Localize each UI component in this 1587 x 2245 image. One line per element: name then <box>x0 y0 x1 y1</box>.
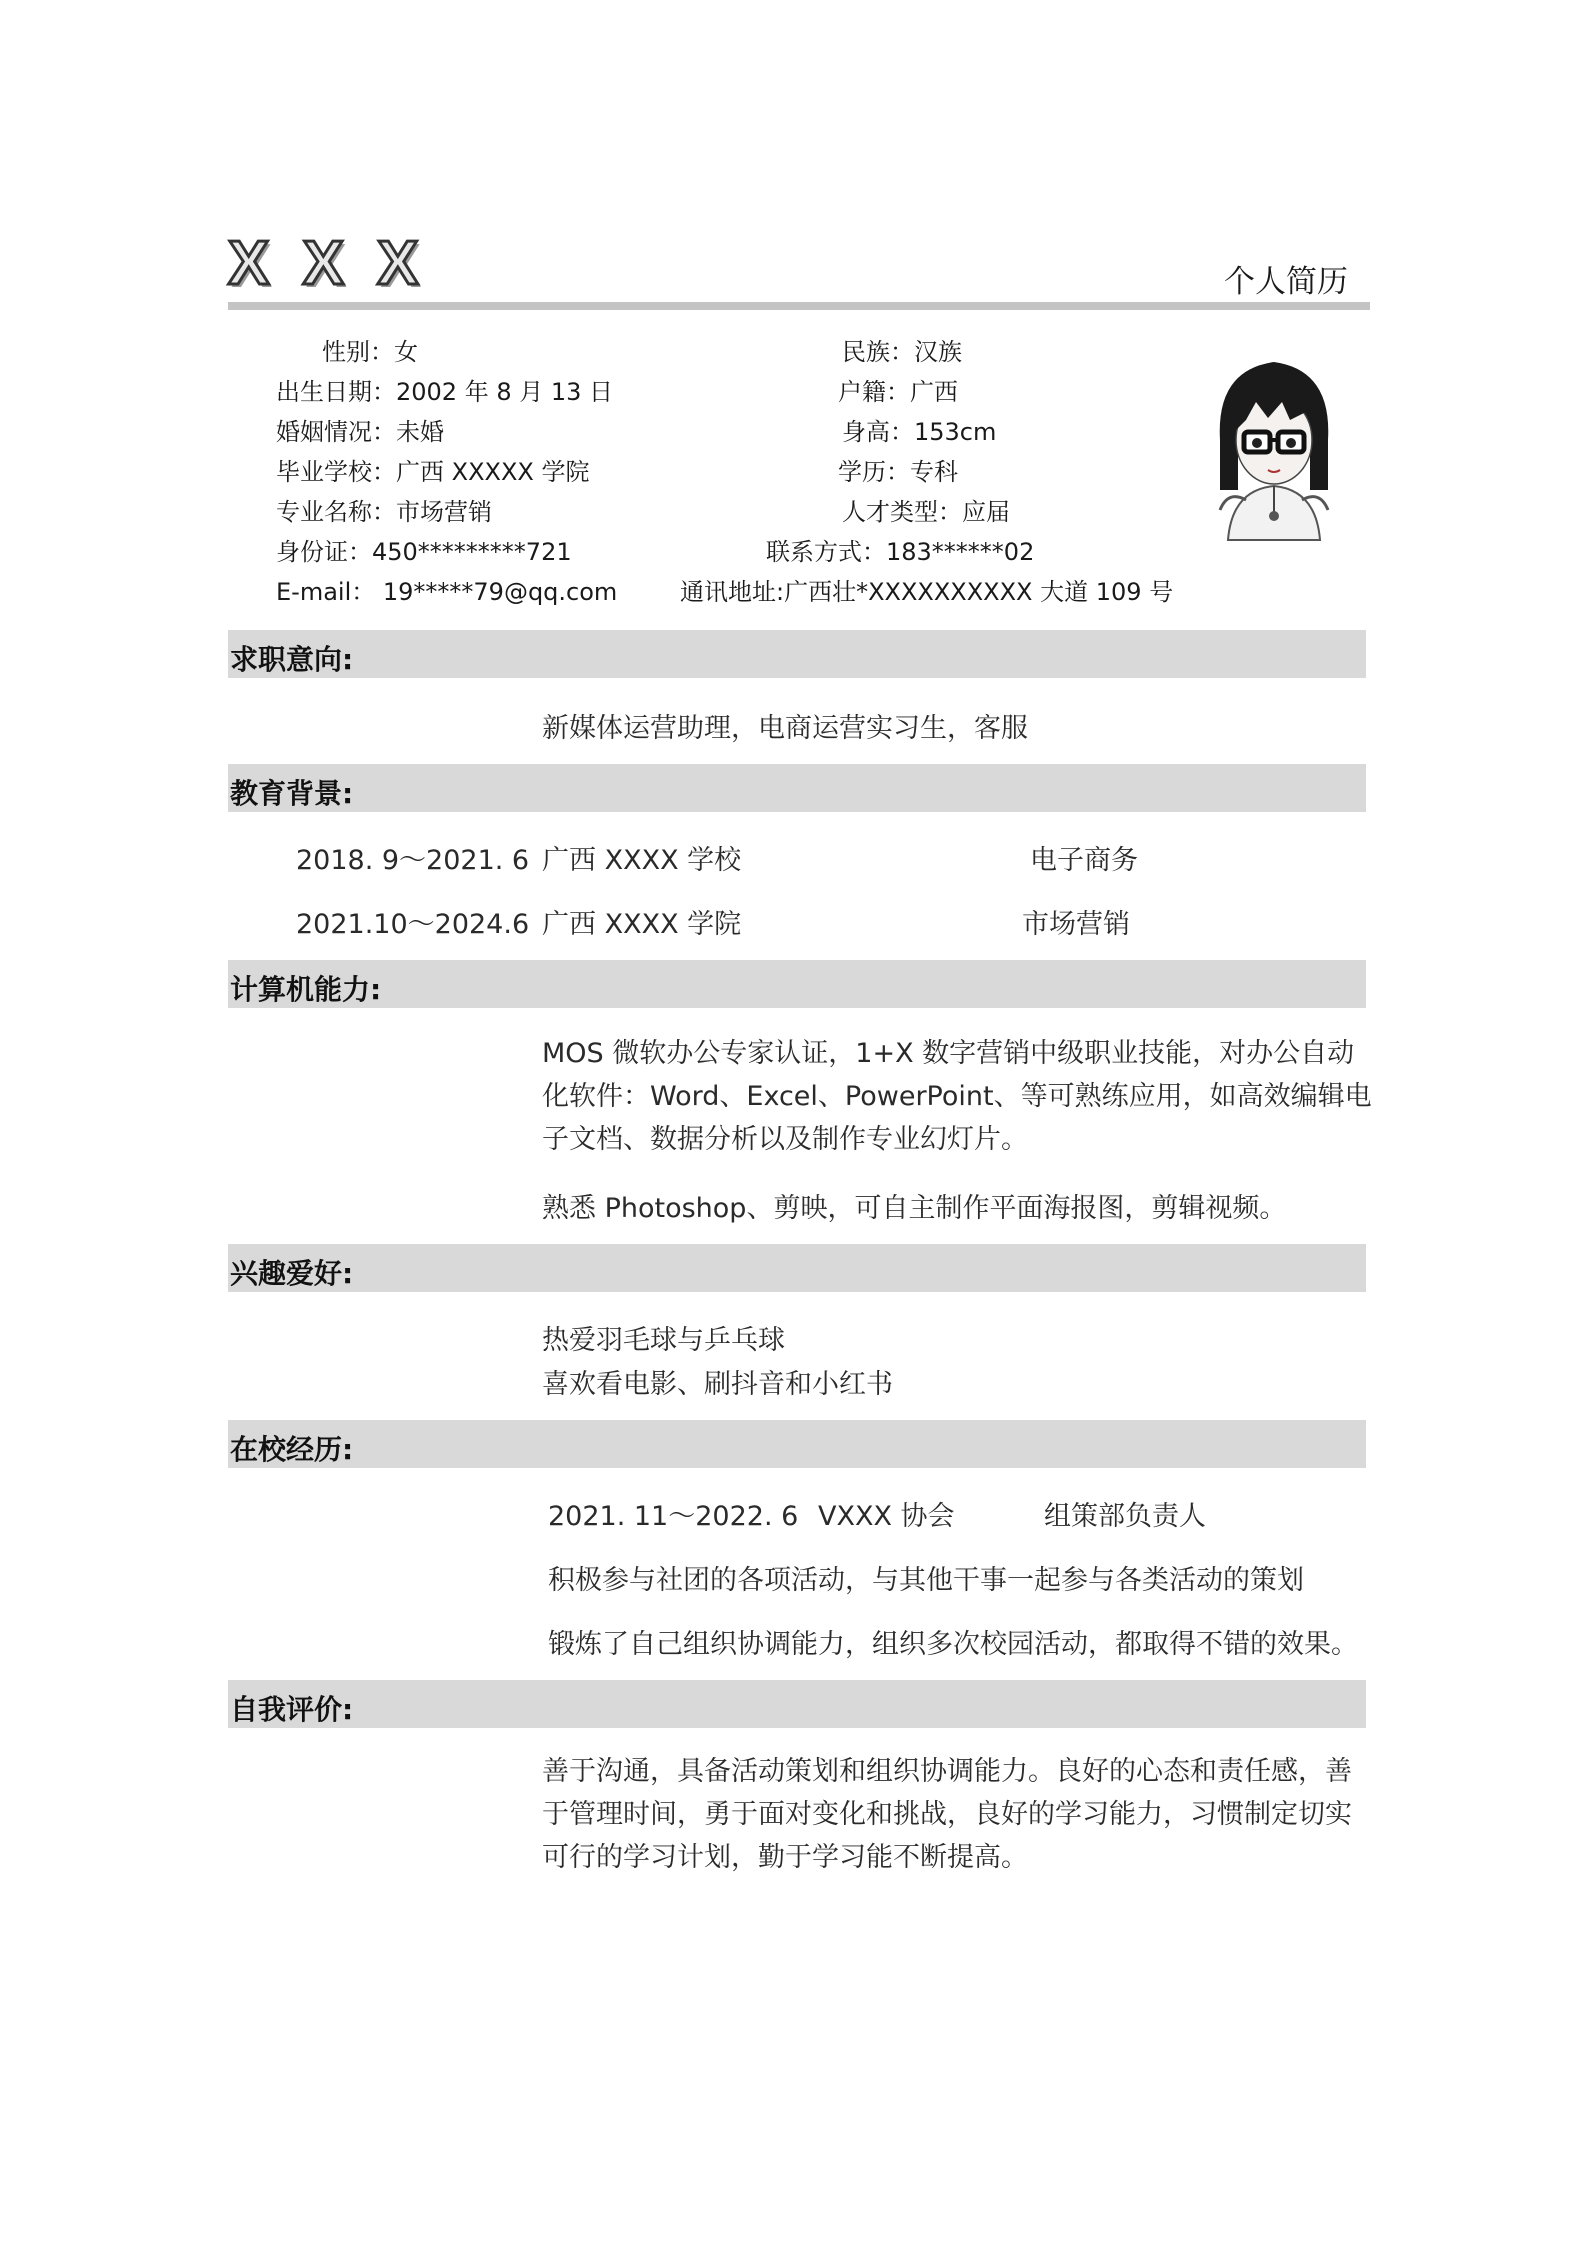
campus-role: 组策部负责人 <box>1044 1501 1206 1532</box>
section-objective <box>228 630 1366 678</box>
birth-date-field: 出生日期：2002 年 8 月 13 日 <box>276 378 614 406</box>
education-major: 电子商务 <box>1030 845 1138 876</box>
talent-type-field: 人才类型：应届 <box>842 498 1010 526</box>
education-major: 市场营销 <box>1022 909 1130 940</box>
document-type-label: 个人简历 <box>1224 264 1348 300</box>
section-campus-experience <box>228 1420 1366 1468</box>
marital-status-field: 婚姻情况：未婚 <box>276 418 444 446</box>
hobby-item: 喜欢看电影、刷抖音和小红书 <box>542 1369 893 1400</box>
height-field: 身高：153cm <box>842 418 997 446</box>
section-hobbies <box>228 1244 1366 1292</box>
section-title: 求职意向: <box>230 643 354 676</box>
education-school: 广西 XXXX 学院 <box>542 909 742 940</box>
computer-skills-software: 熟悉 Photoshop、剪映，可自主制作平面海报图，剪辑视频。 <box>542 1193 1287 1224</box>
contact-field: 联系方式：183******02 <box>766 538 1035 566</box>
profile-photo <box>1198 340 1350 544</box>
major-field: 专业名称：市场营销 <box>276 498 492 526</box>
gender-field: 性别：女 <box>322 338 418 366</box>
objective-text: 新媒体运营助理，电商运营实习生，客服 <box>542 713 1028 744</box>
section-self-evaluation <box>228 1680 1366 1728</box>
section-education <box>228 764 1366 812</box>
resume-name: X X X <box>228 229 427 298</box>
section-title: 在校经历: <box>230 1433 354 1466</box>
email-field: E-mail： 19*****79@qq.com <box>276 578 618 606</box>
education-school: 广西 XXXX 学校 <box>542 845 742 876</box>
campus-organization: VXXX 协会 <box>818 1501 955 1532</box>
education-period: 2018. 9～2021. 6 <box>296 845 530 876</box>
graduation-school-field: 毕业学校：广西 XXXXX 学院 <box>276 458 590 486</box>
campus-description: 锻炼了自己组织协调能力，组织多次校园活动，都取得不错的效果。 <box>548 1629 1358 1660</box>
education-period: 2021.10～2024.6 <box>296 909 530 940</box>
computer-skills-paragraph: MOS 微软办公专家认证，1+X 数字营销中级职业技能，对办公自动化软件：Word、Excel、PowerPoint、等可熟练应用，如高效编辑电子文档、数据分析以及制作专业幻灯片。 <box>542 1038 1372 1155</box>
self-evaluation-text: 善于沟通，具备活动策划和组织协调能力。良好的心态和责任感，善于管理时间，勇于面对变化和挑战，良好的学习能力，习惯制定切实可行的学习计划，勤于学习能不断提高。 <box>542 1756 1352 1873</box>
section-title: 教育背景: <box>230 777 354 810</box>
section-title: 自我评价: <box>230 1693 354 1726</box>
hobby-item: 热爱羽毛球与乒乓球 <box>542 1325 785 1356</box>
ethnicity-field: 民族：汉族 <box>842 338 962 366</box>
campus-description: 积极参与社团的各项活动，与其他干事一起参与各类活动的策划 <box>548 1565 1304 1596</box>
hukou-field: 户籍：广西 <box>838 378 958 406</box>
section-title: 计算机能力: <box>230 973 382 1006</box>
campus-period: 2021. 11～2022. 6 <box>548 1501 799 1532</box>
id-card-field: 身份证：450*********721 <box>276 538 572 566</box>
section-title: 兴趣爱好: <box>230 1257 354 1290</box>
education-level-field: 学历：专科 <box>838 458 958 486</box>
section-computer-skills <box>228 960 1366 1008</box>
address-field: 通讯地址:广西壮*XXXXXXXXXX 大道 109 号 <box>680 578 1174 606</box>
header-divider <box>228 302 1370 310</box>
